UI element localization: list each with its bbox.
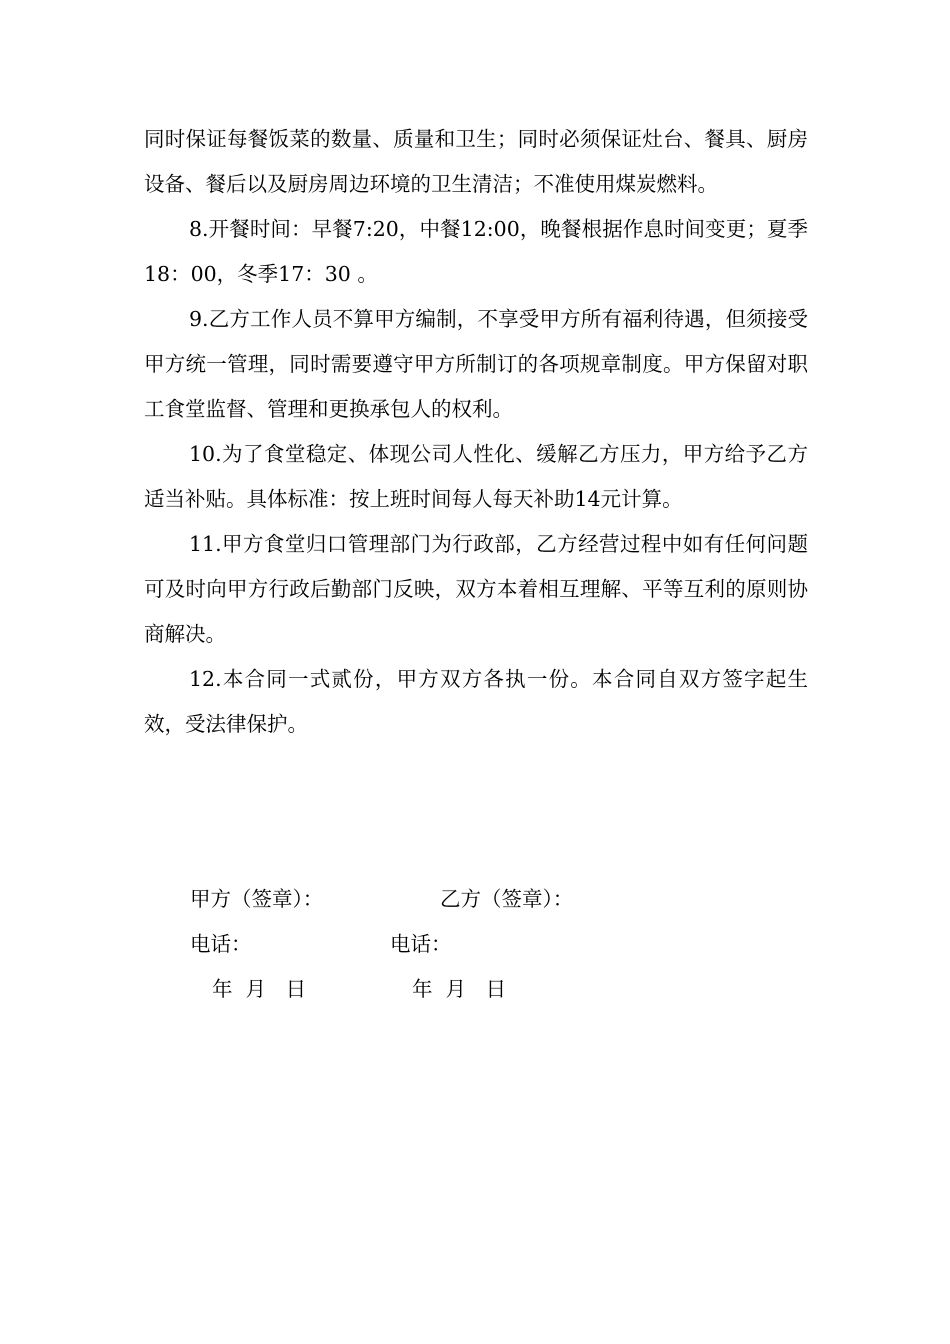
paragraph-clause-8: 8.开餐时间：早餐7:20，中餐12:00，晚餐根据作息时间变更；夏季18：00，冬季17：30 。 bbox=[144, 217, 808, 286]
paragraph-clause-9: 9.乙方工作人员不算甲方编制，不享受甲方所有福利待遇，但须接受甲方统一管理，同时需要遵守甲方所制订的各项规章制度。甲方保留对职工食堂监督、管理和更换承包人的权利。 bbox=[144, 307, 808, 421]
signature-row-parties bbox=[190, 877, 810, 922]
signature-row-phones bbox=[190, 922, 810, 967]
party-a-date: 年 月 日 bbox=[212, 977, 307, 1001]
contract-body bbox=[144, 117, 808, 747]
paragraph-continued: 同时保证每餐饭菜的数量、质量和卫生；同时必须保证灶台、餐具、厨房设备、餐后以及厨房周边环境的卫生清洁；不准使用煤炭燃料。 bbox=[144, 127, 808, 196]
party-b-date: 年 月 日 bbox=[412, 977, 507, 1001]
paragraph-clause-12: 12.本合同一式贰份，甲方双方各执一份。本合同自双方签字起生效，受法律保护。 bbox=[144, 667, 808, 736]
signature-row-dates bbox=[190, 967, 810, 1012]
paragraph-clause-10: 10.为了食堂稳定、体现公司人性化、缓解乙方压力，甲方给予乙方适当补贴。具体标准：按上班时间每人每天补助14元计算。 bbox=[144, 442, 808, 511]
party-a-signature-label: 甲方（签章）： bbox=[190, 887, 324, 911]
signature-block bbox=[190, 877, 810, 1012]
party-b-signature-label: 乙方（签章）： bbox=[440, 887, 574, 911]
party-b-phone-label: 电话： bbox=[390, 932, 452, 956]
party-a-phone-label: 电话： bbox=[190, 932, 252, 956]
paragraph-clause-11: 11.甲方食堂归口管理部门为行政部，乙方经营过程中如有任何问题可及时向甲方行政后勤部门反映，双方本着相互理解、平等互利的原则协商解决。 bbox=[144, 532, 808, 646]
